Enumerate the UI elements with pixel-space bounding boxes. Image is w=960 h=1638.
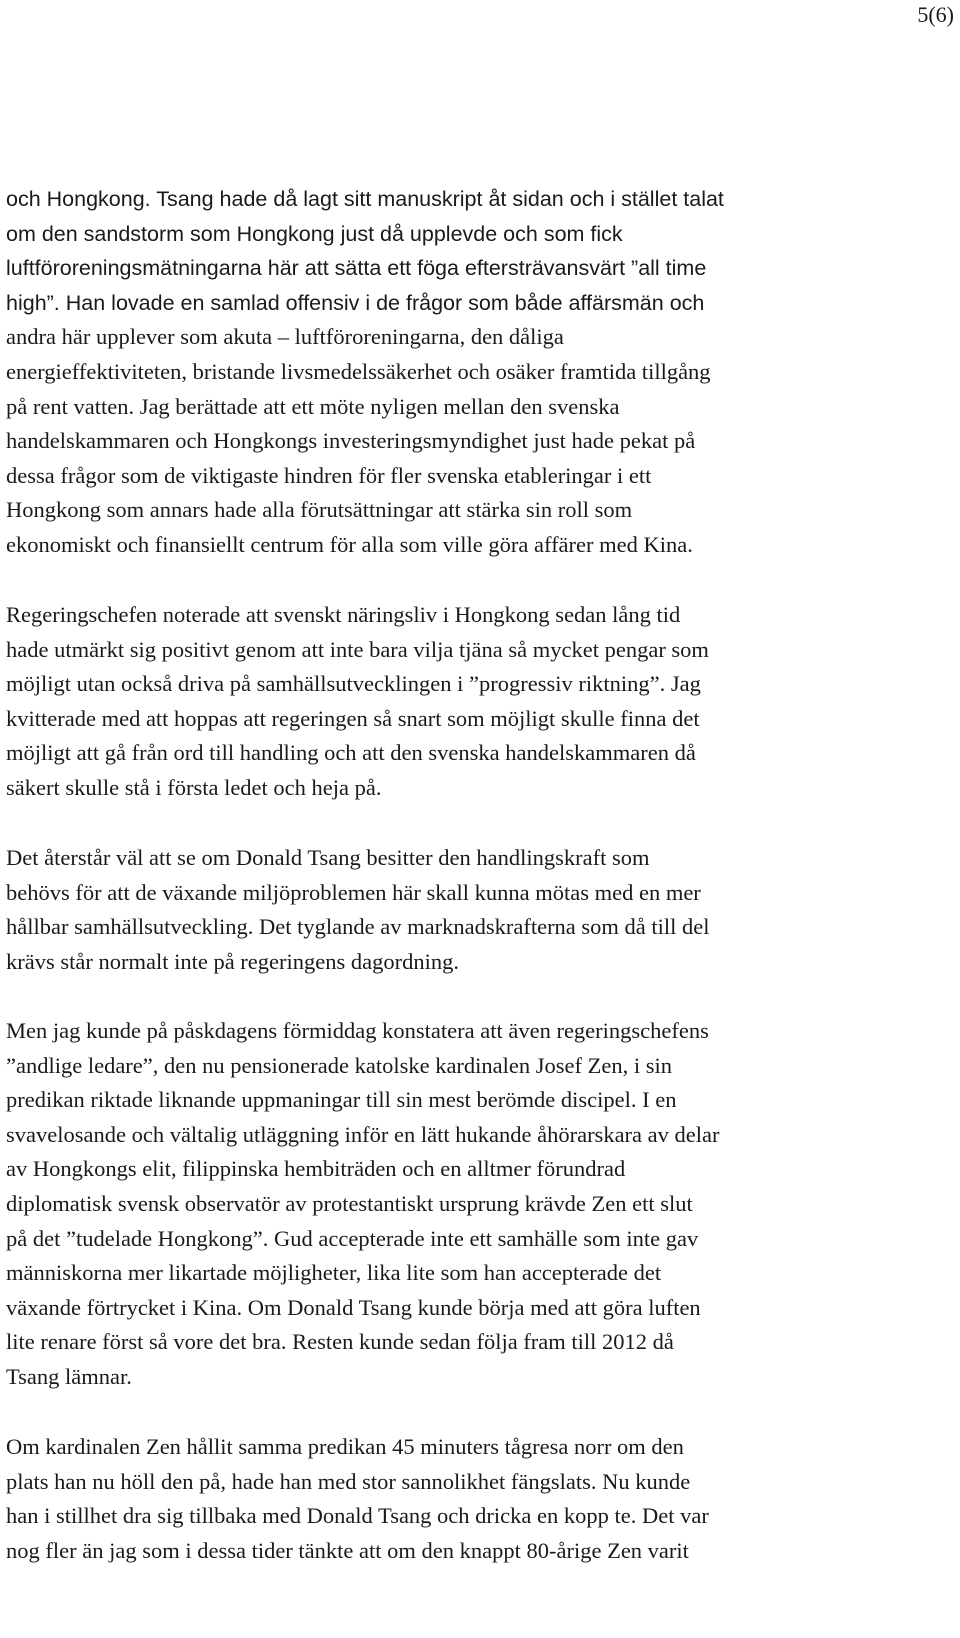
text-line: krävs står normalt inte på regeringens dagordning. (6, 948, 459, 974)
text-line: om den sandstorm som Hongkong just då upplevde och som fick (6, 221, 623, 246)
text-line: på det ”tudelade Hongkong”. Gud accepterade inte ett samhälle som inte gav (6, 1225, 699, 1251)
text-line: och Hongkong. Tsang hade då lagt sitt manuskript åt sidan och i stället talat (6, 187, 724, 211)
text-line: Men jag kunde på påskdagens förmiddag konstatera att även regeringschefens (6, 1018, 709, 1043)
text-line: Regeringschefen noterade att svenskt näringsliv i Hongkong sedan lång tid (6, 602, 681, 627)
text-line: lite renare först så vore det bra. Resten kunde sedan följa fram till 2012 då (6, 1329, 674, 1355)
text-line: luftföroreningsmätningarna här att sätta ett föga eftersträvansvärt ”all time (6, 256, 707, 281)
paragraph-1 (6, 182, 724, 563)
text-line: kvitterade med att hoppas att regeringen så snart som möjligt skulle finna det (6, 705, 700, 731)
text-line: Det återstår väl att se om Donald Tsang besitter den handlingskraft som (6, 845, 650, 870)
text-line: svavelosande och vältalig utläggning inför en lätt hukande åhörarskara av delar (6, 1121, 720, 1147)
text-line: nog fler än jag som i dessa tider tänkte att om den knappt 80-årige Zen varit (6, 1537, 689, 1563)
text-line: hade utmärkt sig positivt genom att inte bara vilja tjäna så mycket pengar som (6, 636, 709, 662)
text-line: möjligt att gå från ord till handling och att den svenska handelskammaren då (6, 740, 696, 766)
text-line: ”andlige ledare”, den nu pensionerade katolske kardinalen Josef Zen, i sin (6, 1052, 673, 1078)
text-line: high”. Han lovade en samlad offensiv i de frågor som både affärsmän och (6, 290, 705, 315)
page-number: 5(6) (917, 2, 954, 27)
paragraph-4 (6, 1014, 720, 1395)
text-line: Tsang lämnar. (6, 1363, 132, 1389)
paragraph-2 (6, 598, 709, 806)
paragraph-3 (6, 841, 710, 979)
text-line: predikan riktade liknande uppmaningar till sin mest berömde discipel. I en (6, 1087, 677, 1113)
text-line: Om kardinalen Zen hållit samma predikan 45 minuters tågresa norr om den (6, 1434, 684, 1459)
text-line: av Hongkongs elit, filippinska hembiträden och en alltmer förundrad (6, 1156, 626, 1182)
paragraph-5 (6, 1430, 709, 1568)
text-line: möjligt utan också driva på samhällsutvecklingen i ”progressiv riktning”. Jag (6, 671, 701, 697)
text-line: handelskammaren och Hongkongs investeringsmyndighet just hade pekat på (6, 428, 696, 454)
text-line: ekonomiskt och finansiellt centrum för alla som ville göra affärer med Kina. (6, 531, 693, 557)
text-line: diplomatisk svensk observatör av protestantiskt ursprung krävde Zen ett slut (6, 1190, 693, 1216)
text-line: säkert skulle stå i första ledet och heja på. (6, 774, 382, 800)
text-line: på rent vatten. Jag berättade att ett möte nyligen mellan den svenska (6, 393, 620, 419)
text-line: energieffektiviteten, bristande livsmedelssäkerhet och osäker framtida tillgång (6, 358, 711, 384)
text-line: Hongkong som annars hade alla förutsättningar att stärka sin roll som (6, 497, 633, 523)
text-line: hållbar samhällsutveckling. Det tyglande av marknadskrafterna som då till del (6, 914, 710, 940)
text-line: han i stillhet dra sig tillbaka med Donald Tsang och dricka en kopp te. Det var (6, 1503, 709, 1529)
text-line: andra här upplever som akuta – luftföroreningarna, den dåliga (6, 324, 564, 350)
text-line: plats han nu höll den på, hade han med stor sannolikhet fängslats. Nu kunde (6, 1468, 691, 1494)
text-line: dessa frågor som de viktigaste hindren för fler svenska etableringar i ett (6, 462, 652, 488)
text-line: behövs för att de växande miljöproblemen här skall kunna mötas med en mer (6, 879, 701, 905)
text-line: växande förtrycket i Kina. Om Donald Tsang kunde börja med att göra luften (6, 1294, 701, 1320)
text-line: människorna mer likartade möjligheter, lika lite som han accepterade det (6, 1260, 662, 1286)
